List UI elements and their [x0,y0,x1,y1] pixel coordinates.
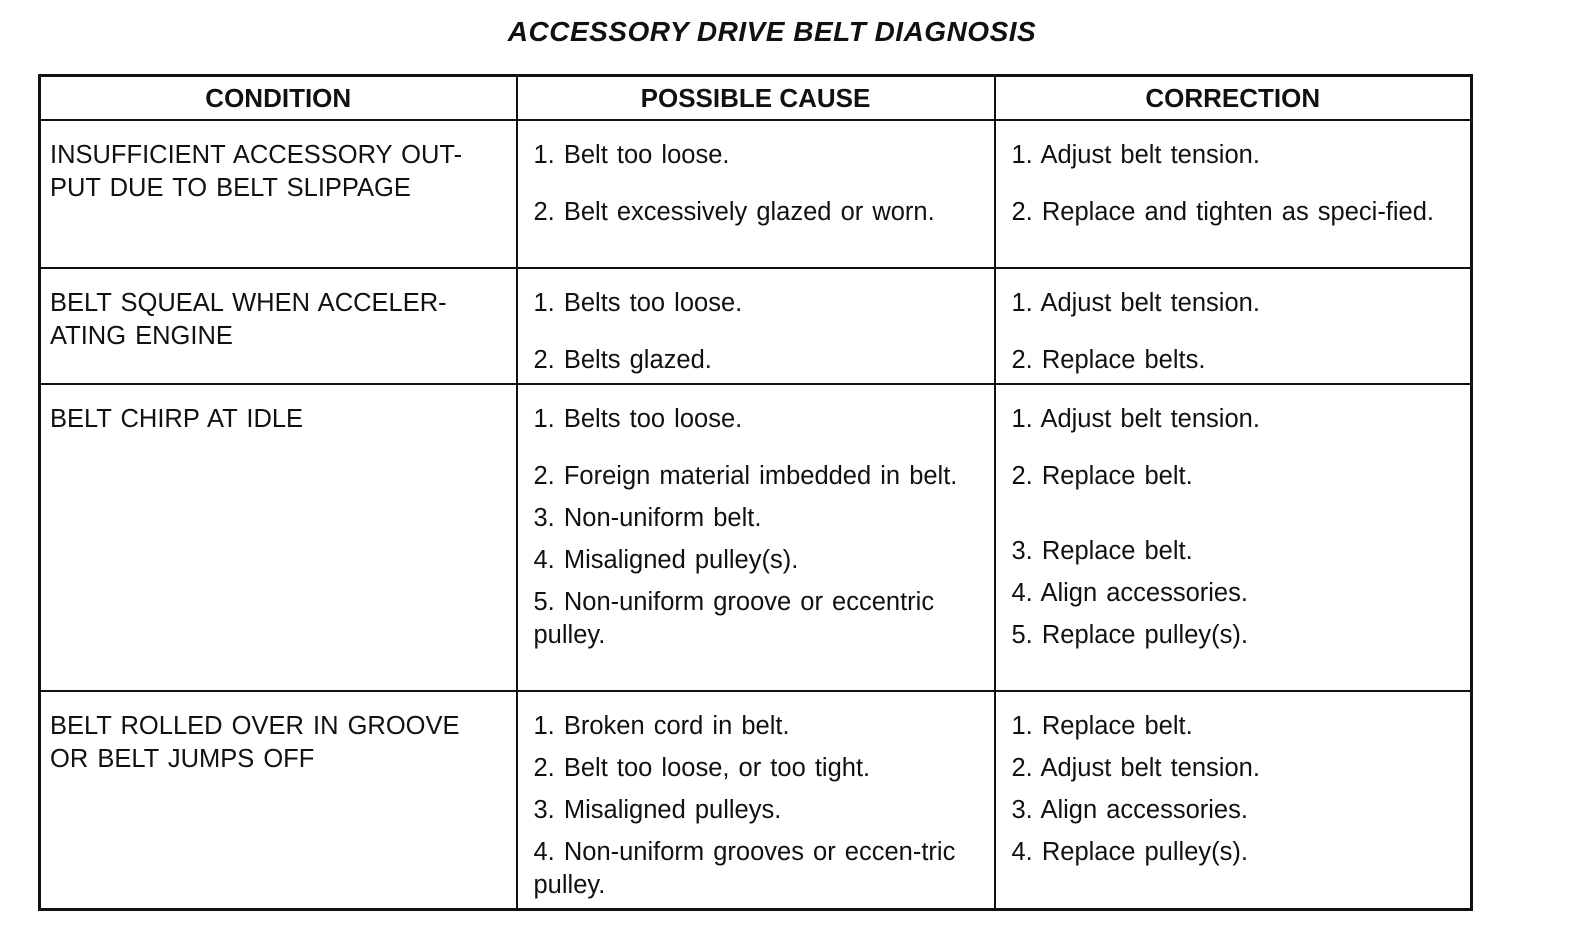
page-title: ACCESSORY DRIVE BELT DIAGNOSIS [507,16,1037,47]
table-row [40,120,1472,268]
condition-cell: INSUFFICIENT ACCESSORY OUT-PUT DUE TO BELT SLIPPAGE [40,120,517,268]
condition-cell: BELT CHIRP AT IDLE [40,384,517,691]
header-correction: CORRECTION [995,76,1472,121]
table-row [40,384,1472,691]
cause-cell [517,384,995,691]
cause-item: 1. Belts too loose. [533,405,743,433]
cause-item: 4. Non-uniform grooves or eccen-tric pulley. [533,838,956,899]
diagnosis-table [38,74,1473,911]
cause-item: 3. Non-uniform belt. [533,504,762,532]
correction-item: 2. Replace belts. [1011,346,1206,374]
cause-item: 2. Belts glazed. [533,346,712,374]
cause-item: 3. Misaligned pulleys. [533,796,782,824]
header-condition: CONDITION [40,76,517,121]
correction-item: 1. Adjust belt tension. [1011,405,1260,433]
correction-item: 4. Replace pulley(s). [1011,838,1248,866]
correction-item: 2. Adjust belt tension. [1011,754,1260,782]
correction-cell [995,691,1472,910]
correction-item: 4. Align accessories. [1011,579,1248,607]
table-row [40,691,1472,910]
cause-item: 4. Misaligned pulley(s). [533,546,799,574]
correction-cell [995,384,1472,691]
table-row [40,268,1472,384]
correction-cell [995,268,1472,384]
correction-item: 2. Replace and tighten as speci-fied. [1011,198,1435,226]
correction-item: 3. Replace belt. [1011,537,1193,565]
condition-cell: BELT SQUEAL WHEN ACCELER-ATING ENGINE [40,268,517,384]
cause-item: 5. Non-uniform groove or eccentric pulley. [533,588,935,649]
correction-cell [995,120,1472,268]
cause-cell [517,268,995,384]
correction-item: 3. Align accessories. [1011,796,1248,824]
cause-item: 1. Broken cord in belt. [533,712,790,740]
cause-item: 2. Belt too loose, or too tight. [533,754,871,782]
cause-cell [517,120,995,268]
correction-item: 1. Adjust belt tension. [1011,141,1260,169]
cause-cell [517,691,995,910]
cause-item: 1. Belt too loose. [533,141,730,169]
cause-item: 1. Belts too loose. [533,289,743,317]
cause-item: 2. Belt excessively glazed or worn. [533,198,935,226]
correction-item: 1. Replace belt. [1011,712,1193,740]
header-possible-cause: POSSIBLE CAUSE [517,76,995,121]
correction-item: 2. Replace belt. [1011,462,1193,490]
condition-cell: BELT ROLLED OVER IN GROOVE OR BELT JUMPS OFF [40,691,517,910]
table-header-row [40,76,1472,121]
correction-item: 5. Replace pulley(s). [1011,621,1248,649]
correction-item: 1. Adjust belt tension. [1011,289,1260,317]
cause-item: 2. Foreign material imbedded in belt. [533,462,958,490]
